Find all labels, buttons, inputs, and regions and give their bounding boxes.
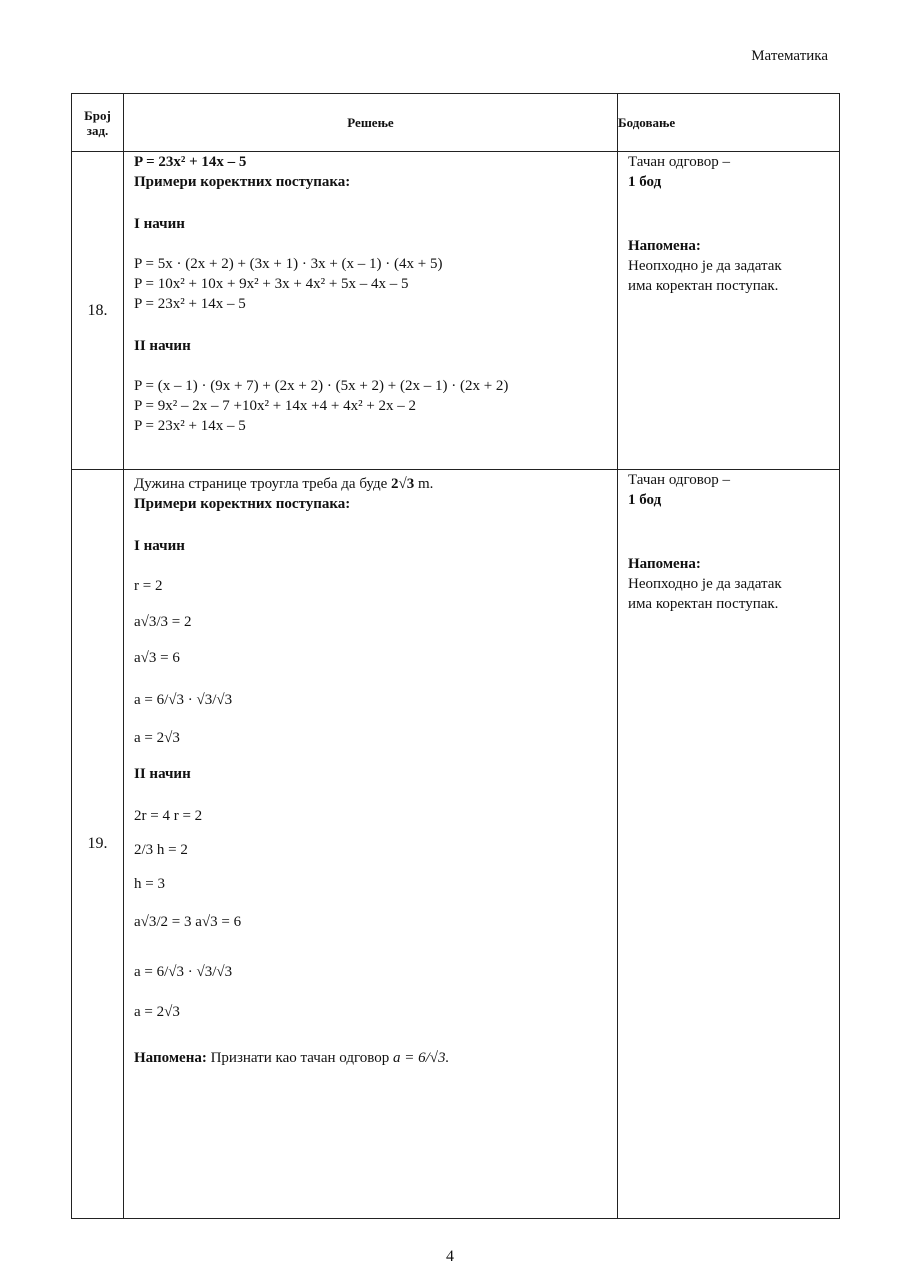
task-18-method2-line-1: P = (x – 1) · (9x + 7) + (2x + 2) · (5x + 2) + (2x – 1) · (2x + 2) <box>134 378 509 394</box>
task-19-row <box>72 470 840 1219</box>
task-19-number: 19. <box>72 470 124 1219</box>
task-19-m2-line-6: a = 2√3 <box>134 1004 180 1020</box>
task-18-row <box>72 152 840 470</box>
task-19-scoring <box>618 470 840 1219</box>
task-18-method2-line-2: P = 9x² – 2x – 7 +10x² + 14x +4 + 4x² + 2x – 2 <box>134 398 417 414</box>
task-19-answer-prefix: Дужина странице троугла треба да буде <box>134 476 388 492</box>
task-19-final-note-label: Напомена: <box>134 1049 207 1066</box>
task-19-method2-heading: II начин <box>134 766 191 782</box>
task-19-note-line-1: Неопходно је да задатак <box>628 576 782 592</box>
task-19-solution <box>124 470 618 1219</box>
page-number: 4 <box>446 1248 454 1265</box>
task-19-final-note-formula: a = 6/√3. <box>392 1049 450 1066</box>
task-19-score-answer: Тачан одговор – <box>628 472 731 488</box>
task-19-note-line-2: има коректан поступак. <box>628 596 779 612</box>
task-18-examples-heading: Примери коректних поступака: <box>134 174 351 190</box>
task-18-score-points: 1 бод <box>628 174 662 190</box>
column-header-scoring: Бодовање <box>618 94 840 152</box>
task-19-m1-line-4: a = 6/√3 · √3/√3 <box>134 691 233 708</box>
task-18-note-heading: Напомена: <box>628 238 701 254</box>
task-19-m1-line-3: a√3 = 6 <box>134 650 180 666</box>
task-18-answer: P = 23x² + 14x – 5 <box>134 154 247 170</box>
task-19-m2-line-3: h = 3 <box>134 876 165 892</box>
task-19-m2-line-2: 2/3 h = 2 <box>134 841 188 858</box>
subject-header: Математика <box>751 48 828 64</box>
solutions-table <box>71 93 840 1219</box>
task-19-score-points: 1 бод <box>628 492 662 508</box>
task-18-scoring <box>618 152 840 470</box>
table-header-row <box>72 94 840 152</box>
task-18-solution <box>124 152 618 470</box>
task-19-final-note-text: Признати као тачан одговор <box>210 1049 390 1066</box>
task-19-final-note <box>134 1036 617 1080</box>
task-19-m1-line-1: r = 2 <box>134 578 163 594</box>
task-18-method1-line-3: P = 23x² + 14x – 5 <box>134 296 246 312</box>
task-18-method2-heading: II начин <box>134 338 191 354</box>
task-18-method1-line-1: P = 5x · (2x + 2) + (3x + 1) · 3x + (x – 1) · (4x + 5) <box>134 256 443 272</box>
task-19-note-heading: Напомена: <box>628 556 701 572</box>
task-18-note-line-2: има коректан поступак. <box>628 278 779 294</box>
task-18-method1-heading: I начин <box>134 216 185 232</box>
task-18-method1-line-2: P = 10x² + 10x + 9x² + 3x + 4x² + 5x – 4x – 5 <box>134 276 409 292</box>
task-19-answer-value: 2√3 <box>391 476 415 492</box>
task-18-number: 18. <box>72 152 124 470</box>
task-19-m2-line-4: a√3/2 = 3 a√3 = 6 <box>134 913 242 930</box>
task-19-m1-line-5: a = 2√3 <box>134 730 180 746</box>
task-19-method1-heading: I начин <box>134 538 185 554</box>
task-19-examples-heading: Примери коректних поступака: <box>134 496 351 512</box>
task-19-m2-line-1: 2r = 4 r = 2 <box>134 808 203 824</box>
column-header-solution: Решење <box>124 94 618 152</box>
task-19-m1-line-2: a√3/3 = 2 <box>134 613 192 630</box>
task-18-method2-line-3: P = 23x² + 14x – 5 <box>134 418 246 434</box>
task-18-score-answer: Тачан одговор – <box>628 154 731 170</box>
task-18-note-line-1: Неопходно је да задатак <box>628 258 782 274</box>
task-19-m2-line-5: a = 6/√3 · √3/√3 <box>134 963 233 980</box>
task-19-answer-unit: m. <box>417 476 434 492</box>
column-header-number: Број зад. <box>72 94 124 152</box>
task-19-answer <box>134 474 617 494</box>
